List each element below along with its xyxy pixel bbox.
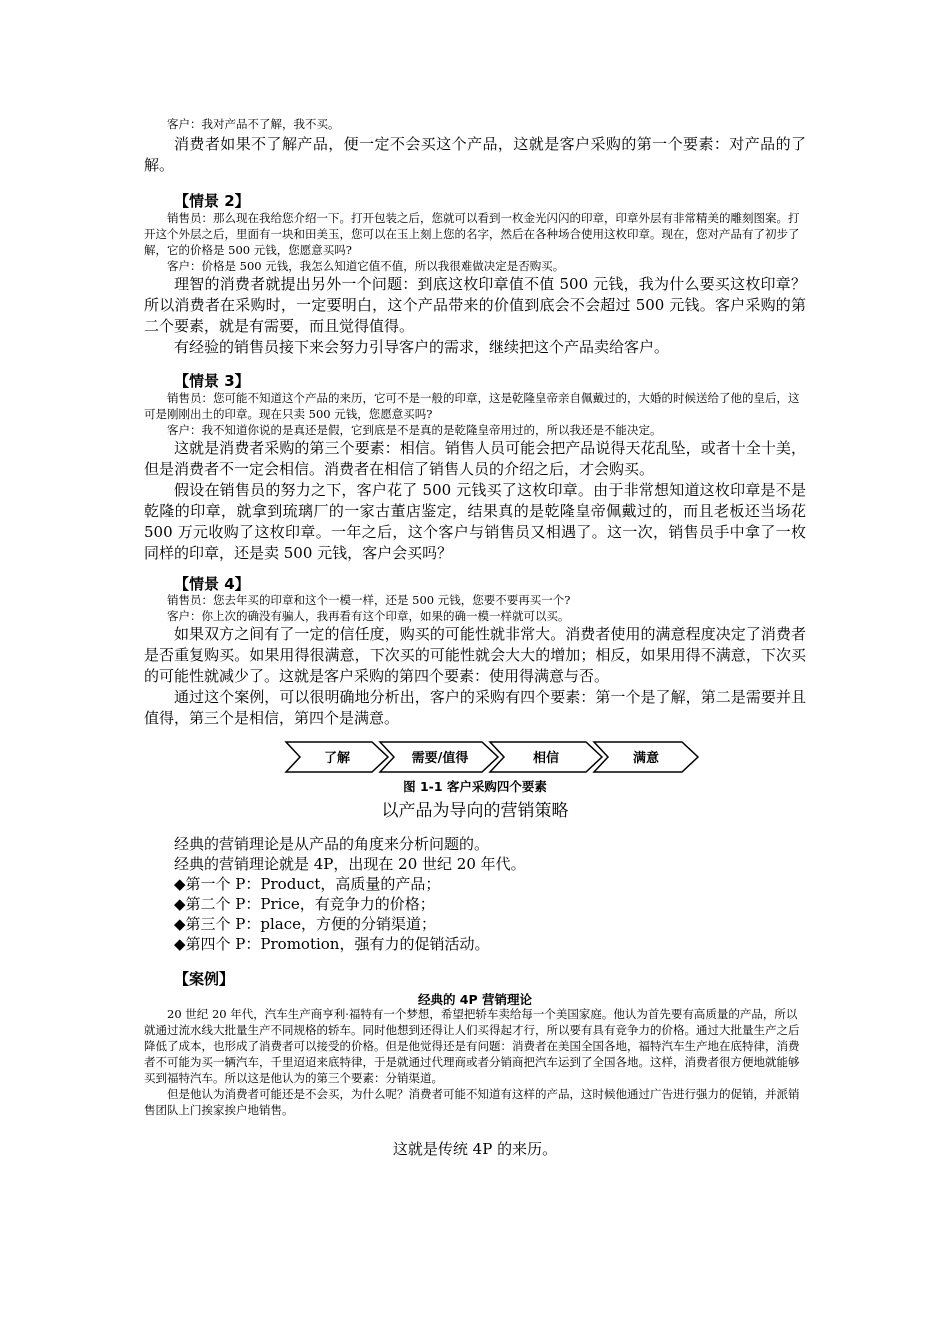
customer-line: 客户：我对产品不了解，我不买。: [167, 117, 340, 131]
step-label-2: 需要/值得: [411, 751, 469, 766]
purchase-factors-diagram: [280, 738, 710, 778]
customer-line: 客户：你上次的确没有骗人，我再看有这个印章，如果的确一模一样就可以买。: [167, 609, 570, 623]
step-arrow-3: [490, 742, 602, 772]
list-item: ◆第三个 P：place，方便的分销渠道；: [174, 915, 437, 933]
section-line: 经典的营销理论是从产品的角度来分析问题的。: [174, 835, 490, 853]
case-title: 经典的 4P 营销理论: [417, 992, 533, 1007]
list-item: ◆第一个 P：Product，高质量的产品；: [174, 875, 441, 893]
step-label-4: 满意: [632, 751, 660, 766]
paragraph: 假设在销售员的努力之下，客户花了 500 元钱买了这枚印章。由于非常想知道这枚印章是不是乾隆的印章，就拿到琉璃厂的一家古董店鉴定，结果真的是乾隆皇帝佩戴过的，而且老板还当场花 500 万元收购了这枚印章。一年之后，这个客户与销售员又相遇了。这一次，销售员手中拿了一枚同样的印章，还是卖 500 元钱，客户会买吗？: [144, 481, 806, 562]
step-arrow-2: [380, 742, 498, 772]
case-heading: 【案例】: [174, 970, 235, 988]
list-item: ◆第四个 P：Promotion，强有力的促销活动。: [174, 935, 490, 953]
dialogue-block-1: [144, 116, 806, 176]
paragraph: 理智的消费者就提出另外一个问题：到底这枚印章值不值 500 元钱，我为什么要买这枚印章？所以消费者在采购时，一定要明白，这个产品带来的价值到底会不会超过 500 元钱。客户采购的第二个要素，就是有需要，而且觉得值得。: [144, 275, 806, 335]
figure-caption: 图 1-1 客户采购四个要素: [403, 779, 547, 794]
paragraph: 消费者如果不了解产品，便一定不会买这个产品，这就是客户采购的第一个要素：对产品的了解。: [144, 135, 806, 174]
case-closing: 这就是传统 4P 的来历。: [392, 1140, 558, 1158]
paragraph: 有经验的销售员接下来会努力引导客户的需求，继续把这个产品卖给客户。: [174, 338, 670, 356]
scene-4-block: [144, 592, 806, 729]
scene-3-heading: 【情景 3】: [174, 372, 250, 390]
salesperson-line: 销售员：那么现在我给您介绍一下。打开包装之后，您就可以看到一枚金光闪闪的印章，印章外层有非常精美的雕刻图案。打开这个外层之后，里面有一块和田美玉，您可以在玉上刻上您的名字，然后在各种场合使用这枚印章。现在，您对产品有了初步了解，它的价格是 500 元钱，您愿意买吗?: [144, 211, 800, 257]
salesperson-line: 销售员：您去年买的印章和这个一模一样，还是 500 元钱，您要不要再买一个?: [167, 593, 571, 607]
case-paragraph: 但是他认为消费者可能还是不会买，为什么呢？消费者可能不知道有这样的产品，这时候他通过广告进行强力的促销，并派销售团队上门挨家挨户地销售。: [144, 1087, 800, 1117]
paragraph: 这就是消费者采购的第三个要素：相信。销售人员可能会把产品说得天花乱坠，或者十全十美，但是消费者不一定会相信。消费者在相信了销售人员的介绍之后，才会购买。: [144, 439, 806, 478]
step-label-1: 了解: [323, 751, 351, 766]
step-arrow-4: [594, 742, 698, 772]
step-label-3: 相信: [532, 751, 560, 766]
scene-2-heading: 【情景 2】: [174, 192, 250, 210]
salesperson-line: 销售员：您可能不知道这个产品的来历，它可不是一般的印章，这是乾隆皇帝亲自佩戴过的，大婚的时候送给了他的皇后，这可是刚刚出土的印章。现在只卖 500 元钱，您愿意买吗?: [144, 391, 800, 421]
case-paragraph: 20 世纪 20 年代，汽车生产商亨利·福特有一个梦想，希望把轿车卖给每一个美国家庭。他认为首先要有高质量的产品，所以就通过流水线大批量生产不同规格的轿车。同时他想到还得让人们买得起才行，所以要有具有竞争力的价格。通过大批量生产之后降低了成本，也形成了消费者可以接受的价格。但是他觉得还是有问题：消费者在美国全国各地，福特汽车生产地在底特律，消费者不可能为买一辆汽车，千里迢迢来底特律，于是就通过代理商或者分销商把汽车运到了全国各地。这样，消费者很方便地就能够买到福特汽车。所以这是他认为的第三个要素：分销渠道。: [144, 1007, 800, 1085]
customer-line: 客户：我不知道你说的是真还是假，它到底是不是真的是乾隆皇帝用过的，所以我还是不能决定。: [167, 423, 662, 437]
customer-line: 客户：价格是 500 元钱，我怎么知道它值不值，所以我很难做决定是否购买。: [167, 259, 565, 273]
section-line: 经典的营销理论就是 4P，出现在 20 世纪 20 年代。: [174, 855, 526, 873]
list-item: ◆第二个 P：Price，有竞争力的价格；: [174, 895, 435, 913]
scene-3-block: [144, 390, 806, 564]
case-body: [144, 1006, 806, 1118]
scene-2-block: [144, 210, 806, 358]
section-body: [174, 834, 806, 954]
scene-4-heading: 【情景 4】: [174, 575, 250, 593]
section-title: 以产品为导向的营销策略: [381, 801, 569, 821]
paragraph: 如果双方之间有了一定的信任度，购买的可能性就非常大。消费者使用的满意程度决定了消费者是否重复购买。如果用得很满意，下次买的可能性就会大大的增加；相反，如果用得不满意，下次买的可能性就减少了。这就是客户采购的第四个要素：使用得满意与否。: [144, 625, 806, 685]
paragraph: 通过这个案例，可以很明确地分析出，客户的采购有四个要素：第一个是了解，第二是需要并且值得，第三个是相信，第四个是满意。: [144, 688, 806, 727]
step-arrow-1: [286, 742, 388, 772]
